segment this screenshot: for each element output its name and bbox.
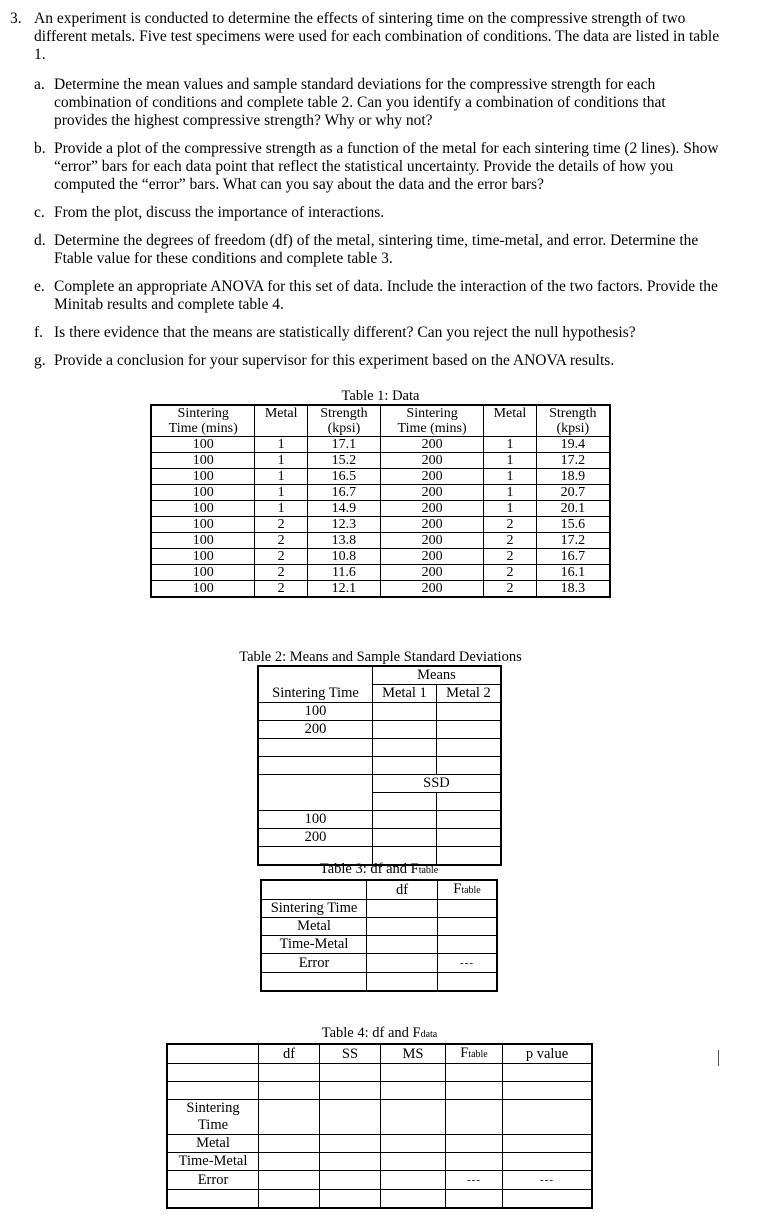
table-cell: 2 (484, 533, 536, 549)
table-cell: 1 (484, 485, 536, 501)
dash-cell: --- (438, 954, 498, 973)
table-cell: 15.2 (307, 453, 380, 469)
table-cell: 200 (380, 549, 483, 565)
df-ftable-table (260, 879, 498, 992)
table-cell: 1 (255, 469, 307, 485)
ssd-header: SSD (372, 775, 501, 793)
table-row (151, 469, 610, 485)
table-cell: 2 (484, 581, 536, 598)
empty-cell (258, 666, 372, 685)
data-table (150, 404, 611, 598)
part-text: Is there evidence that the means are statistically different? Can you reject the null hypothesis? (54, 324, 636, 341)
table-cell: 16.5 (307, 469, 380, 485)
time-200-label: 200 (258, 721, 372, 739)
table-cell: 100 (151, 469, 255, 485)
anova-table (166, 1043, 593, 1209)
df-header: df (259, 1044, 320, 1064)
metal-header: Metal (255, 405, 307, 437)
table-cell: 100 (151, 533, 255, 549)
part-text: Determine the mean values and sample standard deviations for the compressive strength for each combination of conditions and complete table 2. Can you identify a combination of conditions that provides the highest compressive strength? Why or why not? (54, 76, 666, 129)
table-cell: 2 (255, 549, 307, 565)
table-cell: 1 (484, 437, 536, 453)
ftable-cell (438, 918, 498, 936)
table-cell: 2 (484, 517, 536, 533)
part-label: d. (34, 232, 46, 249)
table2-caption: Table 2: Means and Sample Standard Deviations (239, 649, 522, 665)
table-cell: 18.9 (536, 469, 610, 485)
part-label: f. (34, 324, 44, 341)
sintering-time-header: Sintering Time (mins) (380, 405, 483, 437)
part-b (34, 140, 722, 194)
table-cell: 12.1 (307, 581, 380, 598)
ftable-header: Ftable (446, 1044, 503, 1064)
table-cell: 100 (151, 517, 255, 533)
empty-cell (258, 757, 372, 775)
table-cell: 1 (255, 485, 307, 501)
part-c (34, 204, 722, 222)
table-cell: 200 (380, 437, 483, 453)
table-cell: 200 (380, 469, 483, 485)
table-row (151, 581, 610, 598)
part-text: Provide a conclusion for your supervisor for this experiment based on the ANOVA results. (54, 352, 615, 369)
table3-block (260, 861, 498, 992)
strength-header: Strength (kpsi) (536, 405, 610, 437)
part-text: From the plot, discuss the importance of interactions. (54, 204, 385, 221)
empty-cell (438, 973, 498, 992)
problem-intro: An experiment is conducted to determine the effects of sintering time on the compressive strength of two different metals. Five test specimens were used for each combination of conditions. The data are listed in table 1. (34, 10, 720, 63)
df-header: df (367, 880, 438, 900)
table-cell: 200 (380, 565, 483, 581)
table-cell: 20.7 (536, 485, 610, 501)
df-cell (367, 954, 438, 973)
table-cell: 1 (255, 453, 307, 469)
table-cell: 16.1 (536, 565, 610, 581)
row-label: Error (167, 1171, 259, 1190)
table-cell: 17.2 (536, 533, 610, 549)
row-label: Sintering Time (167, 1100, 259, 1135)
table1-block (150, 388, 611, 598)
empty-cell (436, 739, 501, 757)
row-label: Error (261, 954, 367, 973)
table-cell: 200 (380, 501, 483, 517)
part-d (34, 232, 722, 268)
table-row (151, 565, 610, 581)
table3-caption: Table 3: df and Ftable (319, 861, 439, 877)
table-cell: 13.8 (307, 533, 380, 549)
df-cell (367, 918, 438, 936)
table-cell: 100 (151, 453, 255, 469)
df-cell (367, 936, 438, 954)
empty-cell (258, 739, 372, 757)
table-cell: 11.6 (307, 565, 380, 581)
part-label: b. (34, 140, 46, 157)
metal2-header: Metal 2 (436, 685, 501, 703)
empty-cell (261, 973, 367, 992)
table-cell: 200 (380, 533, 483, 549)
table-cell: 200 (380, 517, 483, 533)
ssd-cell (372, 811, 436, 829)
empty-cell (372, 739, 436, 757)
table-cell: 1 (255, 437, 307, 453)
table4-block (166, 1025, 593, 1209)
table-cell: 2 (255, 517, 307, 533)
empty-cell (258, 793, 372, 811)
means-header: Means (372, 666, 501, 685)
table-row (151, 517, 610, 533)
part-text: Complete an appropriate ANOVA for this set of data. Include the interaction of the two factors. Provide the Minitab results and complete table 4. (54, 278, 718, 313)
mean-cell (372, 721, 436, 739)
empty-cell (167, 1082, 259, 1100)
part-a (34, 76, 722, 130)
table-cell: 2 (255, 565, 307, 581)
table-cell: 100 (151, 437, 255, 453)
table-row (151, 533, 610, 549)
table-cell: 17.1 (307, 437, 380, 453)
metal-header: Metal (484, 405, 536, 437)
empty-cell (258, 775, 372, 793)
table-cell: 200 (380, 453, 483, 469)
time-100-label: 100 (258, 811, 372, 829)
strength-header: Strength (kpsi) (307, 405, 380, 437)
table-cell: 19.4 (536, 437, 610, 453)
mean-cell (436, 703, 501, 721)
ms-header: MS (381, 1044, 446, 1064)
table-row (151, 501, 610, 517)
empty-cell (261, 880, 367, 900)
table2-block (228, 649, 533, 866)
part-text: Determine the degrees of freedom (df) of the metal, sintering time, time-metal, and error. Determine the Ftable value for these conditions and complete table 3. (54, 232, 699, 267)
table-row (151, 549, 610, 565)
part-e (34, 278, 722, 314)
table-cell: 100 (151, 501, 255, 517)
empty-cell (436, 757, 501, 775)
part-label: c. (34, 204, 45, 221)
row-label: Sintering Time (261, 900, 367, 918)
ftable-cell (438, 900, 498, 918)
means-ssd-table (257, 665, 502, 866)
ssd-cell (436, 811, 501, 829)
part-label: e. (34, 278, 45, 295)
table-cell: 2 (484, 565, 536, 581)
text-cursor (718, 1050, 719, 1066)
df-cell (367, 900, 438, 918)
mean-cell (372, 703, 436, 721)
time-100-label: 100 (258, 703, 372, 721)
table-cell: 10.8 (307, 549, 380, 565)
empty-cell (372, 793, 436, 811)
part-label: a. (34, 76, 45, 93)
problem-statement (10, 10, 722, 380)
table-cell: 17.2 (536, 453, 610, 469)
part-label: g. (34, 352, 46, 369)
dash-cell: --- (503, 1171, 593, 1190)
table-cell: 20.1 (536, 501, 610, 517)
empty-cell (167, 1190, 259, 1209)
table-cell: 100 (151, 485, 255, 501)
table-cell: 2 (255, 533, 307, 549)
ssd-cell (372, 829, 436, 847)
empty-cell (167, 1044, 259, 1064)
ftable-cell (438, 936, 498, 954)
table-cell: 2 (484, 549, 536, 565)
table-row (151, 437, 610, 453)
table-cell: 1 (484, 469, 536, 485)
table-cell: 14.9 (307, 501, 380, 517)
row-label: Metal (167, 1135, 259, 1153)
ss-header: SS (320, 1044, 381, 1064)
problem-number: 3. (10, 10, 22, 27)
table-cell: 16.7 (307, 485, 380, 501)
ftable-header: Ftable (438, 880, 498, 900)
time-200-label: 200 (258, 829, 372, 847)
part-g (34, 352, 722, 370)
table-cell: 16.7 (536, 549, 610, 565)
table4-caption: Table 4: df and Fdata (321, 1025, 438, 1041)
table-cell: 100 (151, 549, 255, 565)
table-cell: 12.3 (307, 517, 380, 533)
table-cell: 1 (484, 501, 536, 517)
table-row (151, 485, 610, 501)
table-row (151, 453, 610, 469)
table-cell: 1 (484, 453, 536, 469)
part-f (34, 324, 722, 342)
empty-cell (167, 1064, 259, 1082)
table-cell: 200 (380, 581, 483, 598)
mean-cell (436, 721, 501, 739)
row-label: Time-Metal (167, 1153, 259, 1171)
sintering-time-label: Sintering Time (258, 685, 372, 703)
ssd-cell (436, 829, 501, 847)
table-header-row (151, 405, 610, 437)
empty-cell (372, 757, 436, 775)
table-cell: 100 (151, 565, 255, 581)
metal1-header: Metal 1 (372, 685, 436, 703)
sintering-time-header: Sintering Time (mins) (151, 405, 255, 437)
dash-cell: --- (446, 1171, 503, 1190)
row-label: Metal (261, 918, 367, 936)
empty-cell (367, 973, 438, 992)
pvalue-header: p value (503, 1044, 593, 1064)
table-cell: 18.3 (536, 581, 610, 598)
table-cell: 2 (255, 581, 307, 598)
row-label: Time-Metal (261, 936, 367, 954)
table-cell: 15.6 (536, 517, 610, 533)
table1-body (151, 437, 610, 598)
table-cell: 200 (380, 485, 483, 501)
table1-caption: Table 1: Data (341, 388, 420, 404)
part-text: Provide a plot of the compressive strength as a function of the metal for each sintering time (2 lines). Show “error” bars for each data point that reflect the statistical uncertainty. Provide the details of how you computed the “error” bars. What can you say about the data and the error bars? (54, 140, 719, 193)
table-cell: 1 (255, 501, 307, 517)
problem-parts (34, 76, 722, 370)
empty-cell (436, 793, 501, 811)
table-cell: 100 (151, 581, 255, 598)
